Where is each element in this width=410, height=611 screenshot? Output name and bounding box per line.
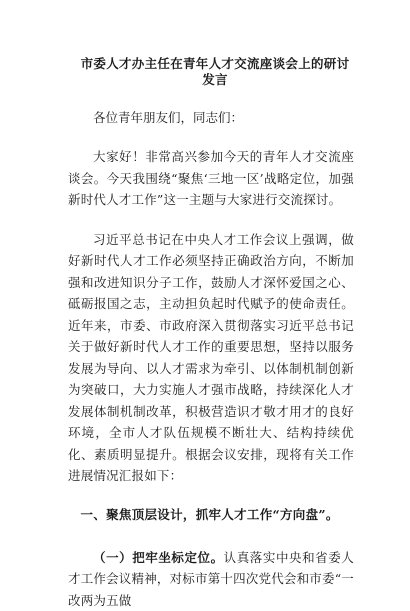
salutation: 各位青年朋友们，同志们：	[68, 108, 354, 128]
document-title: 市委人才办主任在青年人才交流座谈会上的研讨发言	[68, 56, 354, 88]
subsection-text: 认真落实中央和省委人才工作会议精神，对标市第十四次党代会和市委“一改两为五做	[68, 550, 354, 608]
paragraph-opening: 大家好！非常高兴参加今天的青年人才交流座谈会。今天我围绕“聚焦‘三地一区’战略定位，加强新时代人才工作”这一主题与大家进行交流探讨。	[68, 146, 354, 211]
section-heading: 一、聚焦顶层设计，抓牢人才工作“方向盘”。	[68, 505, 354, 525]
subsection-paragraph	[68, 547, 354, 611]
subsection-lead: （一）把牢坐标定位。	[93, 550, 224, 565]
paragraph-body: 习近平总书记在中央人才工作会议上强调，做好新时代人才工作必须坚持正确政治方向，不断加强和改进知识分子工作，鼓励人才深怀爱国之心、砥砺报国之志，主动担负起时代赋予的使命责任。近年来，市委、市政府深入贯彻落实习近平总书记关于做好新时代人才工作的重要思想，坚持以服务发展为导向、以人才需求为牵引、以体制机制创新为突破口，大力实施人才强市战略，持续深化人才发展体制机制改革，积极营造识才敬才用才的良好环境，全市人才队伍规模不断壮大、结构持续优化、素质明显提升。根据会议安排，现将有关工作进展情况汇报如下：	[68, 229, 354, 487]
